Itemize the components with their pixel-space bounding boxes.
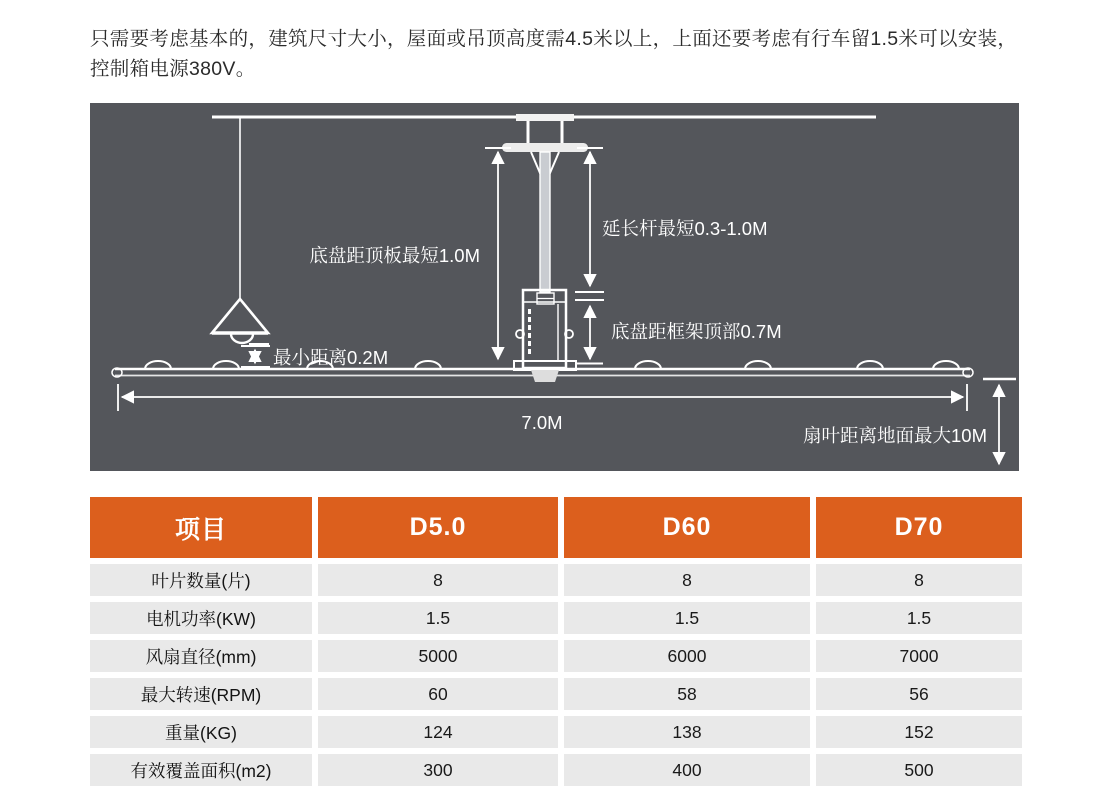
dimension-chassis-to-frame bbox=[577, 306, 603, 364]
hub-cap bbox=[531, 370, 559, 382]
dimension-blade-to-ground bbox=[983, 379, 1016, 464]
row-weight-d60: 138 bbox=[564, 716, 810, 748]
row-blades-d50: 8 bbox=[318, 564, 558, 596]
row-diameter-d60: 6000 bbox=[564, 640, 810, 672]
mount-plate bbox=[516, 114, 574, 121]
diagram-canvas bbox=[90, 103, 1019, 471]
lamp-cone-icon bbox=[212, 299, 268, 333]
row-speed-d70: 56 bbox=[816, 678, 1022, 710]
label-extension-rod: 延长杆最短0.3-1.0M bbox=[602, 218, 768, 239]
row-power-d60: 1.5 bbox=[564, 602, 810, 634]
row-power-d70: 1.5 bbox=[816, 602, 1022, 634]
row-power-label: 电机功率(KW) bbox=[90, 602, 312, 634]
installation-diagram bbox=[90, 103, 1019, 471]
row-diameter-label: 风扇直径(mm) bbox=[90, 640, 312, 672]
row-diameter-d70: 7000 bbox=[816, 640, 1022, 672]
row-power-d50: 1.5 bbox=[318, 602, 558, 634]
row-diameter-d50: 5000 bbox=[318, 640, 558, 672]
row-weight-label: 重量(KG) bbox=[90, 716, 312, 748]
spec-table-header-item: 项目 bbox=[90, 497, 312, 558]
hanging-lamp bbox=[212, 118, 269, 344]
motor-side-text-dots bbox=[528, 309, 531, 354]
row-coverage-d70: 500 bbox=[816, 754, 1022, 786]
drop-rod bbox=[540, 152, 550, 292]
label-blade-to-ground: 扇叶距离地面最大10M bbox=[803, 425, 987, 446]
dimension-fan-span bbox=[118, 384, 967, 411]
lamp-bulb-icon bbox=[231, 334, 253, 343]
spec-table-header-d60: D60 bbox=[564, 497, 810, 558]
dimension-extension-rod bbox=[575, 148, 604, 300]
mount-flange bbox=[502, 143, 588, 152]
row-coverage-d60: 400 bbox=[564, 754, 810, 786]
spec-table bbox=[90, 497, 1022, 786]
row-speed-label: 最大转速(RPM) bbox=[90, 678, 312, 710]
min-distance-dimension bbox=[241, 346, 270, 367]
row-speed-d60: 58 bbox=[564, 678, 810, 710]
spec-table-header-d50: D5.0 bbox=[318, 497, 558, 558]
row-blades-d60: 8 bbox=[564, 564, 810, 596]
label-chassis-to-frame: 底盘距框架顶部0.7M bbox=[611, 321, 782, 342]
fan-mount-assembly bbox=[502, 114, 588, 382]
row-blades-label: 叶片数量(片) bbox=[90, 564, 312, 596]
label-chassis-to-ceiling: 底盘距顶板最短1.0M bbox=[309, 245, 480, 266]
row-weight-d70: 152 bbox=[816, 716, 1022, 748]
row-blades-d70: 8 bbox=[816, 564, 1022, 596]
label-fan-span: 7.0M bbox=[521, 412, 563, 433]
row-coverage-d50: 300 bbox=[318, 754, 558, 786]
intro-paragraph: 只需要考虑基本的，建筑尺寸大小，屋面或吊顶高度需4.5米以上，上面还要考虑有行车留1.5米可以安装，控制箱电源380V。 bbox=[90, 28, 1018, 80]
spec-table-header-d70: D70 bbox=[816, 497, 1022, 558]
row-speed-d50: 60 bbox=[318, 678, 558, 710]
row-weight-d50: 124 bbox=[318, 716, 558, 748]
label-min-distance: 最小距离0.2M bbox=[273, 347, 389, 368]
dimension-chassis-to-ceiling bbox=[485, 148, 511, 359]
row-coverage-label: 有效覆盖面积(m2) bbox=[90, 754, 312, 786]
